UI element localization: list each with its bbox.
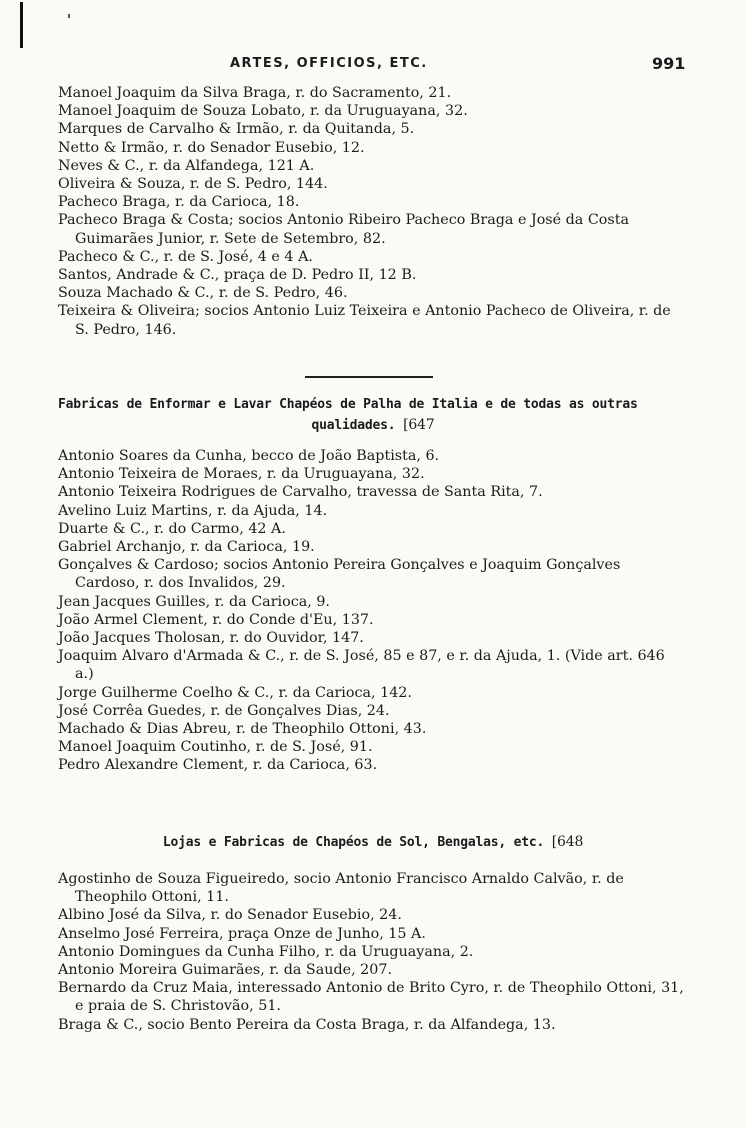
list-item: Manoel Joaquim de Souza Lobato, r. da Uruguayana, 32. [58, 103, 468, 120]
list-item: Antonio Moreira Guimarães, r. da Saude, 207. [58, 962, 392, 979]
list-item: Pacheco Braga, r. da Carioca, 18. [58, 194, 300, 211]
list-item: Pacheco Braga & Costa; socios Antonio Ribeiro Pacheco Braga e José da Costa Guimarães Junior, r. Sete de Setembro, 82. [58, 212, 630, 247]
list-item: Avelino Luiz Martins, r. da Ajuda, 14. [58, 502, 328, 519]
list-item: Manoel Joaquim da Silva Braga, r. do Sacramento, 21. [58, 85, 452, 101]
section-3-number: [648 [551, 834, 584, 850]
list-item: Jean Jacques Guilles, r. da Carioca, 9. [58, 593, 330, 610]
list-item: Gonçalves & Cardoso; socios Antonio Pereira Gonçalves e Joaquim Gonçalves Cardoso, r. dos Invalidos, 29. [58, 557, 621, 592]
list-item: Machado & Dias Abreu, r. de Theophilo Ottoni, 43. [58, 721, 427, 738]
list-item: Neves & C., r. da Alfandega, 121 A. [58, 157, 315, 174]
section-1-list [58, 84, 686, 339]
list-item: Antonio Teixeira de Moraes, r. da Uruguayana, 32. [58, 466, 425, 483]
margin-tick [68, 14, 70, 18]
list-item: Manoel Joaquim Coutinho, r. de S. José, 91. [58, 739, 373, 756]
section-2-heading [58, 395, 688, 436]
list-item: Antonio Domingues da Cunha Filho, r. da Uruguayana, 2. [58, 943, 474, 960]
margin-mark [20, 2, 23, 48]
list-item: Gabriel Archanjo, r. da Carioca, 19. [58, 539, 315, 556]
section-2-heading-line2 [58, 415, 688, 436]
list-item: Souza Machado & C., r. de S. Pedro, 46. [58, 285, 348, 302]
list-item: Joaquim Alvaro d'Armada & C., r. de S. José, 85 e 87, e r. da Ajuda, 1. (Vide art. 646 a.) [58, 648, 665, 683]
list-item: Pacheco & C., r. de S. José, 4 e 4 A. [58, 248, 313, 265]
list-item: Marques de Carvalho & Irmão, r. da Quitanda, 5. [58, 121, 415, 138]
list-item: Netto & Irmão, r. do Senador Eusebio, 12. [58, 139, 365, 156]
list-item: José Corrêa Guedes, r. de Gonçalves Dias, 24. [58, 702, 390, 719]
page-number: 991 [652, 54, 686, 73]
list-item: Albino José da Silva, r. do Senador Eusebio, 24. [58, 907, 402, 924]
section-2-heading-word: qualidades. [311, 418, 396, 433]
list-item: Teixeira & Oliveira; socios Antonio Luiz Teixeira e Antonio Pacheco de Oliveira, r. de S. Pedro, 146. [58, 303, 671, 338]
running-head: ARTES, OFFICIOS, ETC. [230, 56, 428, 71]
list-item: Antonio Soares da Cunha, becco de João Baptista, 6. [58, 448, 440, 464]
section-2-list [58, 447, 686, 775]
list-item: Braga & C., socio Bento Pereira da Costa Braga, r. da Alfandega, 13. [58, 1016, 556, 1033]
list-item: Pedro Alexandre Clement, r. da Carioca, 63. [58, 757, 378, 774]
section-3-heading [58, 832, 688, 853]
list-item: Jorge Guilherme Coelho & C., r. da Carioca, 142. [58, 684, 412, 701]
section-3-heading-text: Lojas e Fabricas de Chapéos de Sol, Bengalas, etc. [162, 835, 545, 850]
list-item: João Jacques Tholosan, r. do Ouvidor, 147. [58, 630, 364, 647]
section-2-number: [647 [403, 417, 435, 433]
section-2-heading-line1: Fabricas de Enformar e Lavar Chapéos de Palha de Italia e de todas as outras [58, 397, 638, 412]
list-item: Anselmo José Ferreira, praça Onze de Junho, 15 A. [58, 925, 426, 942]
list-item: Oliveira & Souza, r. de S. Pedro, 144. [58, 176, 328, 193]
list-item: Antonio Teixeira Rodrigues de Carvalho, travessa de Santa Rita, 7. [58, 484, 543, 501]
section-3-list [58, 870, 686, 1034]
list-item: Duarte & C., r. do Carmo, 42 A. [58, 520, 286, 537]
list-item: Agostinho de Souza Figueiredo, socio Antonio Francisco Arnaldo Calvão, r. de Theophilo Ottoni, 11. [58, 871, 624, 906]
list-item: João Armel Clement, r. do Conde d'Eu, 137. [58, 611, 374, 628]
section-divider [305, 376, 433, 378]
list-item: Bernardo da Cruz Maia, interessado Antonio de Brito Cyro, r. de Theophilo Ottoni, 31, e praia de S. Christovão, 51. [58, 980, 684, 1015]
list-item: Santos, Andrade & C., praça de D. Pedro II, 12 B. [58, 267, 417, 284]
